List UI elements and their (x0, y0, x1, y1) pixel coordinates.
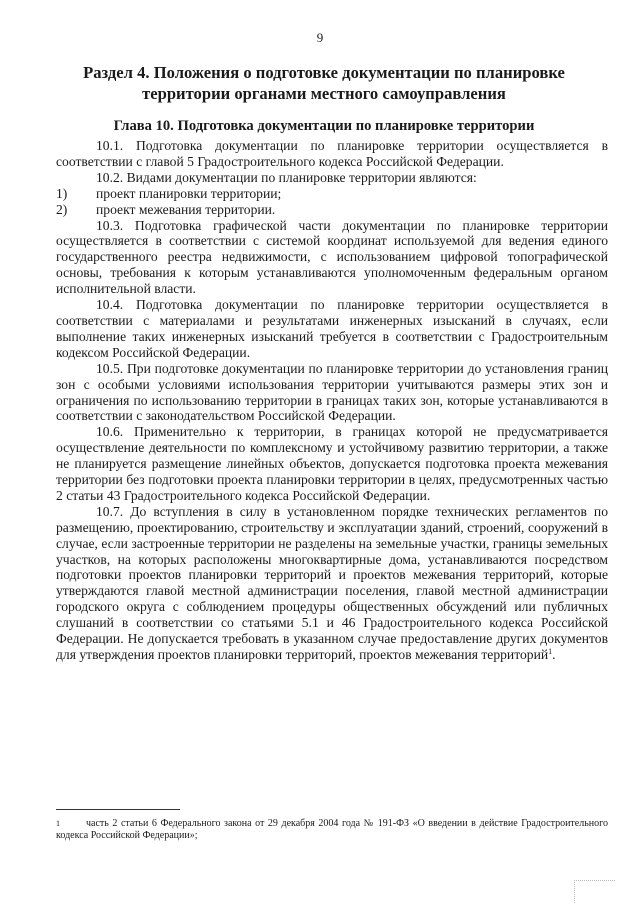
footnote-mark: 1 (56, 819, 60, 828)
paragraph-10-7-text: 10.7. До вступления в силу в установленном порядке технических регламентов по размещению, проектированию, строительству и эксплуатации зданий, строений, сооружений в случае, если застроенные территории не разделены на земельные участки, границы земельных участков, на которых расположены многоквартирные дома, устанавливаются посредством подготовки проектов планировки территорий и проектов межевания территорий, которые утверждаются главой местной администрации поселения, главой местной администрации городского округа с соблюдением процедуры общественных обсуждений или публичных слушаний в соответствии со статьями 5.1 и 46 Градостроительного кодекса Российской Федерации. Не допускается требовать в указанном случае предоставление других документов для утверждения проектов планировки территорий, проектов межевания территорий (56, 503, 608, 662)
list-item (56, 186, 608, 202)
paragraph-10-4: 10.4. Подготовка документации по планировке территории осуществляется в соответствии с материалами и результатами инженерных изысканий в случаях, если выполнение таких инженерных изысканий требуется в соответствии с Градостроительным кодексом Российской Федерации. (56, 297, 608, 360)
footnote (56, 818, 608, 842)
paragraph-10-3: 10.3. Подготовка графической части документации по планировке территории осуществляется в соответствии с системой координат используемой для ведения единого государственного реестра недвижимости, с использованием цифровой топографической основы, требования к которым устанавливаются уполномоченным федеральным органом исполнительной власти. (56, 217, 608, 297)
footnote-divider (56, 809, 180, 810)
list-item-text: проект межевания территории. (96, 201, 276, 217)
list-item-text: проект планировки территории; (96, 185, 282, 201)
paragraph-10-7 (56, 504, 608, 663)
paragraph-10-2: 10.2. Видами документации по планировке территории являются: (96, 169, 477, 185)
scan-corner-mark (574, 880, 615, 903)
paragraph-10-5: 10.5. При подготовке документации по планировке территории до установления границ зон с особыми условиями использования территории учитываются размеры этих зон и ограничения по использованию территории в границах таких зон, которые устанавливаются в соответствии с законодательством Российской Федерации. (56, 360, 608, 424)
footnote-reference[interactable]: 1 (548, 647, 553, 656)
chapter-title: Глава 10. Подготовка документации по планировке территории (113, 118, 535, 134)
paragraph-10-6: 10.6. Применительно к территории, в границах которой не предусматривается осуществление деятельности по комплексному и устойчивому развитию территории, а также не планируется размещение линейных объектов, допускается подготовка проекта межевания территории без подготовки проекта планировки территории в целях, предусмотренных частью 2 статьи 43 Градостроительного кодекса Российской Федерации. (56, 424, 608, 503)
page-number: 9 (316, 30, 324, 45)
document-body (56, 138, 608, 663)
paragraph-10-7-end: . (552, 647, 556, 662)
section-title: Раздел 4. Положения о подготовке документации по планировке территории органами местного самоуправления (83, 63, 565, 103)
list-item-number: 2) (56, 201, 68, 217)
list-item (56, 202, 608, 218)
footnote-text: часть 2 статьи 6 Федерального закона от 29 декабря 2004 года № 191-ФЗ «О введении в действие Градостроительного кодекса Российской Федерации»; (56, 818, 608, 841)
paragraph-10-1: 10.1. Подготовка документации по планировке территории осуществляется в соответствии с главой 5 Градостроительного кодекса Российской Федерации. (56, 138, 608, 169)
list-item-number: 1) (56, 185, 68, 201)
